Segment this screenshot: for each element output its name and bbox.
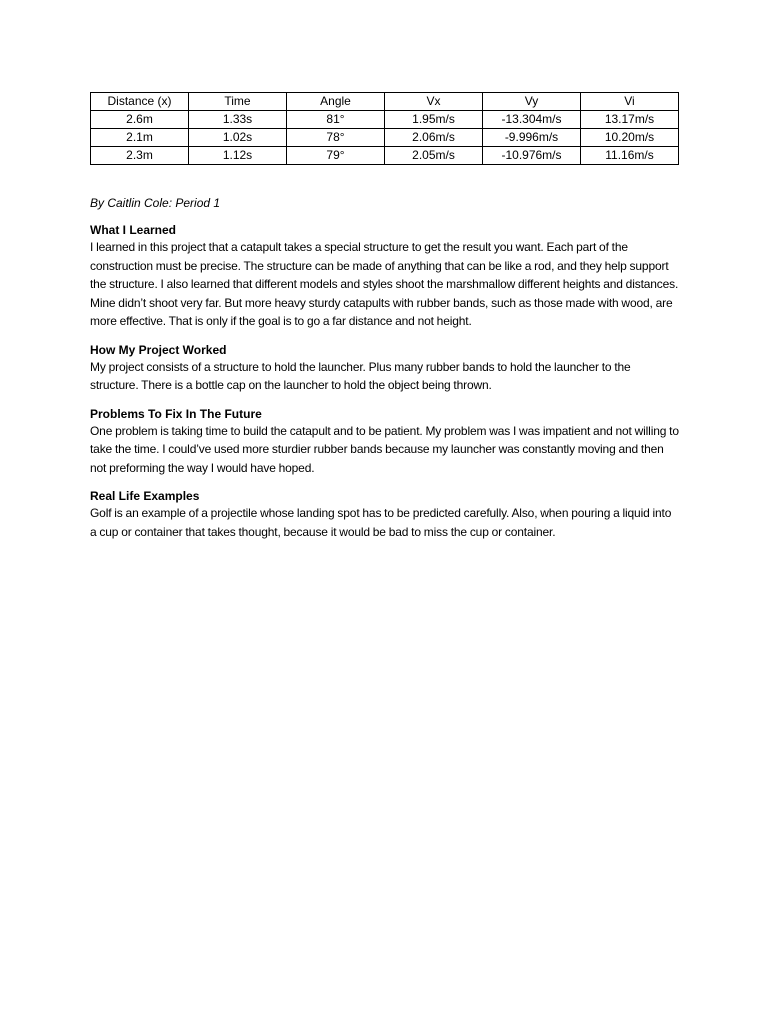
table-cell: 1.95m/s [385,111,483,129]
section-heading: Problems To Fix In The Future [90,406,262,421]
table-row [91,129,679,147]
table-cell: 2.06m/s [385,129,483,147]
section-problems-to-fix [90,406,680,478]
table-cell: 1.33s [189,111,287,129]
table-cell: 2.05m/s [385,147,483,165]
table-cell: 2.1m [91,129,189,147]
table-cell: 11.16m/s [581,147,679,165]
table-cell: 1.12s [189,147,287,165]
section-body: One problem is taking time to build the catapult and to be patient. My problem was I was impatient and not willing to take the time. I could’ve used more sturdier rubber bands because my launcher was constantly moving and then not preforming the way I would have hoped. [90,423,679,475]
section-heading: What I Learned [90,223,177,237]
table-cell: -10.976m/s [483,147,581,165]
table-header-row [91,93,679,111]
table-cell: 79° [287,147,385,165]
header-time: Time [189,93,287,111]
header-angle: Angle [287,93,385,111]
table-cell: 13.17m/s [581,111,679,129]
section-body: I learned in this project that a catapult takes a special structure to get the result you want. Each part of the construction must be precise. The structure can be made of anything that can be like a rod, and they help support the structure. I also learned that different models and styles shoot the marshmallow different heights and distances. Mine didn’t shoot very far. But more heavy sturdy catapults with rubber bands, such as those made with wood, are more effective. That is only if the goal is to go a far distance and not height. [90,240,679,328]
section-real-life-examples [90,488,680,541]
section-body: My project consists of a structure to hold the launcher. Plus many rubber bands to hold the launcher to the structure. There is a bottle cap on the launcher to hold the object being thrown. [90,359,631,392]
section-heading: Real Life Examples [90,489,200,503]
table-cell: -13.304m/s [483,111,581,129]
section-what-i-learned [90,222,680,331]
table-row [91,111,679,129]
table-cell: 2.3m [91,147,189,165]
table-row [91,147,679,165]
table-cell: -9.996m/s [483,129,581,147]
document-page [90,92,680,541]
table-cell: 2.6m [91,111,189,129]
table-cell: 10.20m/s [581,129,679,147]
header-vx: Vx [385,93,483,111]
section-how-my-project-worked [90,342,680,395]
section-body: Golf is an example of a projectile whose landing spot has to be predicted carefully. Also, when pouring a liquid into a cup or container that takes thought, because it would be bad to miss the cup or container. [90,506,672,539]
table-cell: 1.02s [189,129,287,147]
header-vy: Vy [483,93,581,111]
header-distance: Distance (x) [91,93,189,111]
author-line: By Caitlin Cole: Period 1 [90,196,221,210]
section-heading: How My Project Worked [90,342,227,357]
results-table [90,92,679,165]
table-cell: 81° [287,111,385,129]
header-vi: Vi [581,93,679,111]
table-cell: 78° [287,129,385,147]
